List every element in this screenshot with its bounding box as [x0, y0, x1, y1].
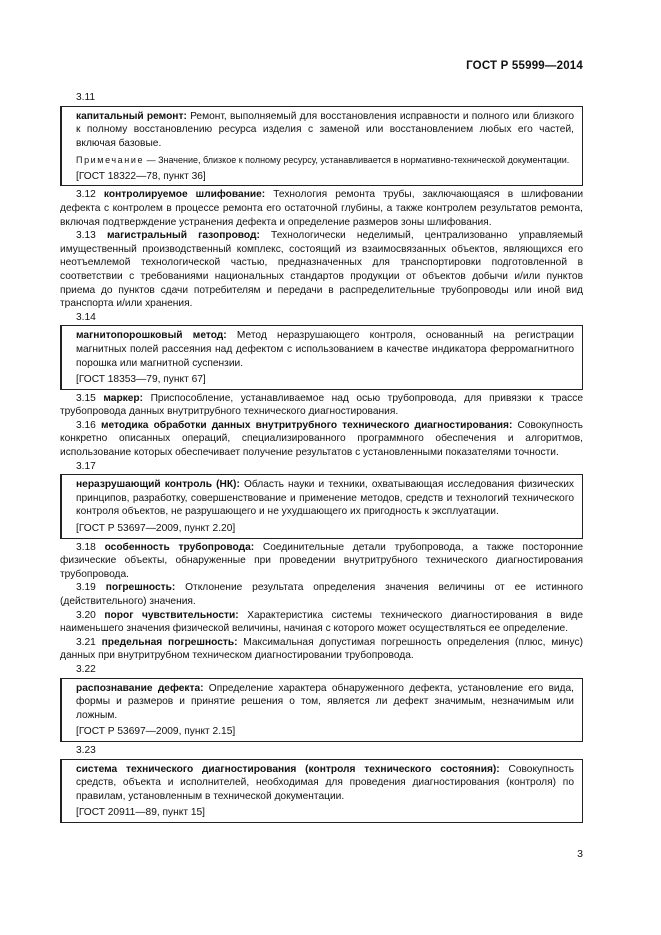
- term: неразрушающий контроль (НК):: [76, 479, 240, 491]
- quoted-definition-box: [60, 325, 583, 389]
- entry-number: 3.20: [76, 609, 96, 621]
- definition: [76, 478, 574, 519]
- term: магистральный газопровод:: [107, 230, 260, 242]
- quoted-definition-box: [60, 474, 583, 538]
- entry-number: 3.16: [76, 419, 96, 431]
- definition-text: Приспособление, устанавливаемое над осью трубопровода, для привязки к трассе трубопровода данных внутритрубного технического диагностирования.: [60, 392, 583, 418]
- entry-number: 3.21: [76, 636, 96, 648]
- definition-text: Максимальная допустимая погрешность определения (плюс, минус) данных при внутритрубном техническом диагностировании трубопровода.: [60, 636, 583, 662]
- definition: [76, 329, 574, 370]
- definition: [76, 110, 574, 151]
- definition: [60, 229, 583, 311]
- definition: [60, 636, 583, 663]
- definition-text: Область науки и техники, охватывающая исследования физических принципов, разработку, совершенствование и применение методов, средств и технологий технического контроля объектов, не разрушающего и не ухудшающего их пригодность к эксплуатации.: [76, 479, 574, 518]
- term: маркер:: [103, 392, 144, 404]
- definition: [60, 419, 583, 460]
- definition-text: Совокупность конкретно описанных операций, специализированного программного обеспечения и алгоритмов, использование которых обеспечивает получение результатов с установленными показателями точности.: [60, 419, 583, 459]
- term: предельная погрешность:: [101, 636, 238, 648]
- definition: [60, 392, 583, 419]
- entry-number: 3.14: [76, 311, 96, 323]
- note-title: Примечание: [76, 155, 145, 166]
- document-id-header: ГОСТ Р 55999—2014: [466, 60, 583, 72]
- definition: [60, 581, 583, 608]
- definition-text: Определение характера обнаруженного дефекта, установление его вида, формы и размеров и принятие решения о том, является ли дефект значимым, незначимым или ложным.: [76, 682, 574, 721]
- entry-number: 3.23: [76, 744, 96, 756]
- source-reference: [ГОСТ Р 53697—2009, пункт 2.20]: [76, 523, 236, 535]
- definition-text: Технологически неделимый, централизованно управляемый имущественный производственный комплекс, состоящий из взаимосвязанных объектов, являющихся его неотъемлемой технологической частью, предназначенных для транспортировки подготовленной в соответствии с требованиями национальных стандартов продукции от объектов добычи и/или пунктов приема до пунктов сдачи потребителям и передачи в распределительные трубопроводы или иной вид транспорта и/или хранения.: [60, 230, 583, 310]
- definition: [60, 188, 583, 229]
- term: контролируемое шлифование:: [103, 189, 266, 201]
- quoted-definition-box: [60, 106, 583, 187]
- source-reference: [ГОСТ 18353—79, пункт 67]: [76, 374, 206, 386]
- term: капитальный ремонт:: [76, 110, 187, 122]
- term: методика обработки данных внутритрубного технического диагностирования:: [100, 419, 513, 431]
- term: особенность трубопровода:: [104, 541, 255, 553]
- definition: [60, 609, 583, 636]
- definition: [76, 682, 574, 723]
- definition-text: Метод неразрушающего контроля, основанный на регистрации магнитных полей рассеяния над дефектом с использованием в качестве индикатора ферромагнитного порошка или магнитной суспензии.: [76, 330, 574, 369]
- source-reference: [ГОСТ 20911—89, пункт 15]: [76, 807, 205, 819]
- definition-text: Отклонение результата определения значения величины от ее истинного (действительного) значения.: [60, 582, 583, 607]
- entry-number: 3.11: [76, 92, 96, 103]
- note: [76, 154, 574, 166]
- entry-number: 3.17: [76, 460, 96, 472]
- definition-text: Технология ремонта трубы, заключающаяся в шлифовании дефекта с контролем в процессе ремонта его остаточной глубины, а также контролем результатов ремонта, включая подтверждение устранения дефекта и определение размеров зоны шлифования.: [60, 189, 584, 228]
- page-number: 3: [577, 848, 583, 860]
- definition-text: Характеристика системы технического диагностирования в виде наименьшего значения физической величины, начиная с которого может осуществляться ее определение.: [60, 609, 583, 635]
- entry-number: 3.13: [76, 230, 96, 242]
- term: порог чувствительности:: [104, 609, 239, 621]
- term: распознавание дефекта:: [76, 682, 204, 694]
- document-body: [60, 91, 583, 825]
- entry-number: 3.15: [76, 392, 96, 404]
- entry-number: 3.12: [76, 189, 96, 201]
- quoted-definition-box: [60, 678, 583, 742]
- quoted-definition-box: [60, 759, 583, 823]
- source-reference: [ГОСТ Р 53697—2009, пункт 2.15]: [76, 726, 236, 738]
- definition: [76, 763, 574, 804]
- term: погрешность:: [105, 582, 176, 594]
- definition-text: Совокупность средств, объекта и исполнителей, необходимая для проведения диагностирования (контроля) по правилам, установленным в технической документации.: [76, 763, 575, 802]
- term: система технического диагностирования (контроля технического состояния):: [76, 763, 500, 775]
- term: магнитопорошковый метод:: [76, 330, 227, 342]
- definition-text: Ремонт, выполняемый для восстановления исправности и полного или близкого к полному восстановлению ресурса изделия с заменой или восстановлением любых его частей, включая базовые.: [76, 110, 575, 149]
- definition: [60, 541, 583, 582]
- entry-number: 3.18: [76, 541, 96, 553]
- definition-text: Соединительные детали трубопровода, а также посторонние физические объекты, обнаруженные при проведении внутритрубного технического диагностирования трубопровода.: [60, 541, 583, 580]
- note-text: — Значение, близкое к полному ресурсу, устанавливается в нормативно-технической документации.: [144, 155, 570, 166]
- entry-number: 3.22: [76, 663, 96, 675]
- source-reference: [ГОСТ 18322—78, пункт 36]: [76, 170, 206, 182]
- entry-number: 3.19: [76, 582, 96, 594]
